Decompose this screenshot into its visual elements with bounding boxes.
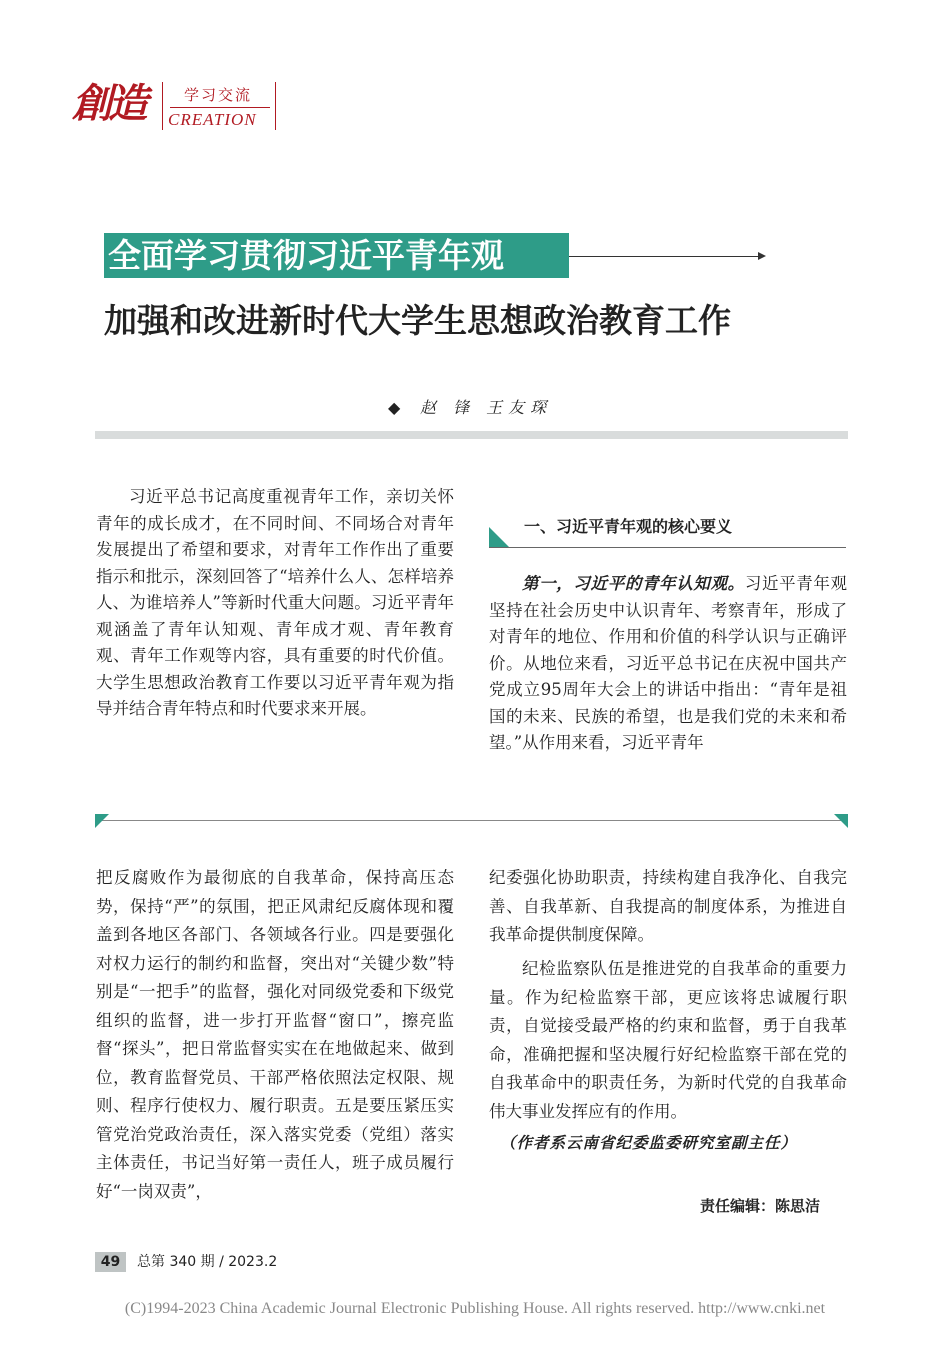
journal-logo: 創造 — [72, 80, 144, 127]
section-heading: 一、习近平青年观的核心要义 — [524, 517, 733, 536]
diamond-icon: ◆ — [388, 398, 401, 417]
article-title-line2: 加强和改进新时代大学生思想政治教育工作 — [104, 301, 731, 340]
separator-left-corner-icon — [95, 814, 109, 828]
section-paragraph — [489, 571, 847, 757]
author-affiliation-note: （作者系云南省纪委监委研究室副主任） — [500, 1133, 798, 1152]
column-label-en: CREATION — [168, 110, 257, 129]
paragraph-lead: 第一，习近平的青年认知观。 — [522, 574, 745, 593]
lower-right-paragraph-2: 纪检监察队伍是推进党的自我革命的重要力量。作为纪检监察干部，更应该将忠诚履行职责，自觉接受最严格的约束和监督，勇于自我革命，准确把握和坚决履行好纪检监察干部在党的自我革命中的职责任务，为新时代党的自我革命伟大事业发挥应有的作用。 — [489, 959, 847, 1121]
arrow-right-icon — [758, 252, 766, 260]
paragraph-body: 习近平青年观坚持在社会历史中认识青年、考察青年，形成了对青年的地位、作用和价值的科学认识与正确评价。从地位来看，习近平总书记在庆祝中国共产党成立95周年大会上的讲话中指出：“青年是祖国的未来、民族的希望，也是我们党的未来和希望。”从作用来看，习近平青年 — [489, 574, 848, 752]
copyright-notice: (C)1994-2023 China Academic Journal Electronic Publishing House. All rights reserved. http://www.cnki.net — [124, 1300, 826, 1317]
title-arrow-line — [569, 256, 759, 257]
header-divider-band — [95, 431, 848, 439]
column-label-zh: 学习交流 — [183, 86, 252, 104]
author-names: 赵 锋 王友琛 — [420, 398, 553, 417]
section-underline — [489, 547, 846, 548]
lower-left-column: 把反腐败作为最彻底的自我革命，保持高压态势，保持“严”的氛围，把正风肃纪反腐体现和覆盖到各地区各部门、各领域各行业。四是要强化对权力运行的制约和监督，突出对“关键少数”特别是“一把手”的监督，强化对同级党委和下级党组织的监督，进一步打开监督“窗口”，擦亮监督“探头”，把日常监督实实在在地做起来、做到位，教育监督党员、干部严格依照法定权限、规则、程序行使权力、履行职责。五是要压紧压实管党治党政治责任，深入落实党委（党组）落实主体责任，书记当好第一责任人，班子成员履行好“一岗双责”， — [96, 868, 454, 1201]
responsible-editor: 责任编辑：陈思洁 — [700, 1197, 821, 1215]
separator-right-corner-icon — [834, 814, 848, 828]
article-title-line1: 全面学习贯彻习近平青年观 — [108, 236, 504, 275]
page-separator-line — [95, 820, 848, 821]
abstract-paragraph: 习近平总书记高度重视青年工作，亲切关怀青年的成长成才，在不同时间、不同场合对青年发展提出了希望和要求，对青年工作作出了重要指示和批示，深刻回答了“培养什么人、怎样培养人、为谁培养人”等新时代重大问题。习近平青年观涵盖了青年认知观、青年成才观、青年教育观、青年工作观等内容，具有重要的时代价值。大学生思想政治教育工作要以习近平青年观为指导并结合青年特点和时代要求来开展。 — [96, 487, 454, 718]
lower-right-paragraph-1: 纪委强化协助职责，持续构建自我净化、自我完善、自我革新、自我提高的制度体系，为推进自我革命提供制度保障。 — [489, 868, 847, 944]
issue-info: 总第 340 期 / 2023.2 — [137, 1254, 278, 1270]
column-label-divider — [170, 107, 270, 108]
page-number: 49 — [100, 1254, 121, 1270]
section-triangle-icon — [489, 527, 509, 547]
